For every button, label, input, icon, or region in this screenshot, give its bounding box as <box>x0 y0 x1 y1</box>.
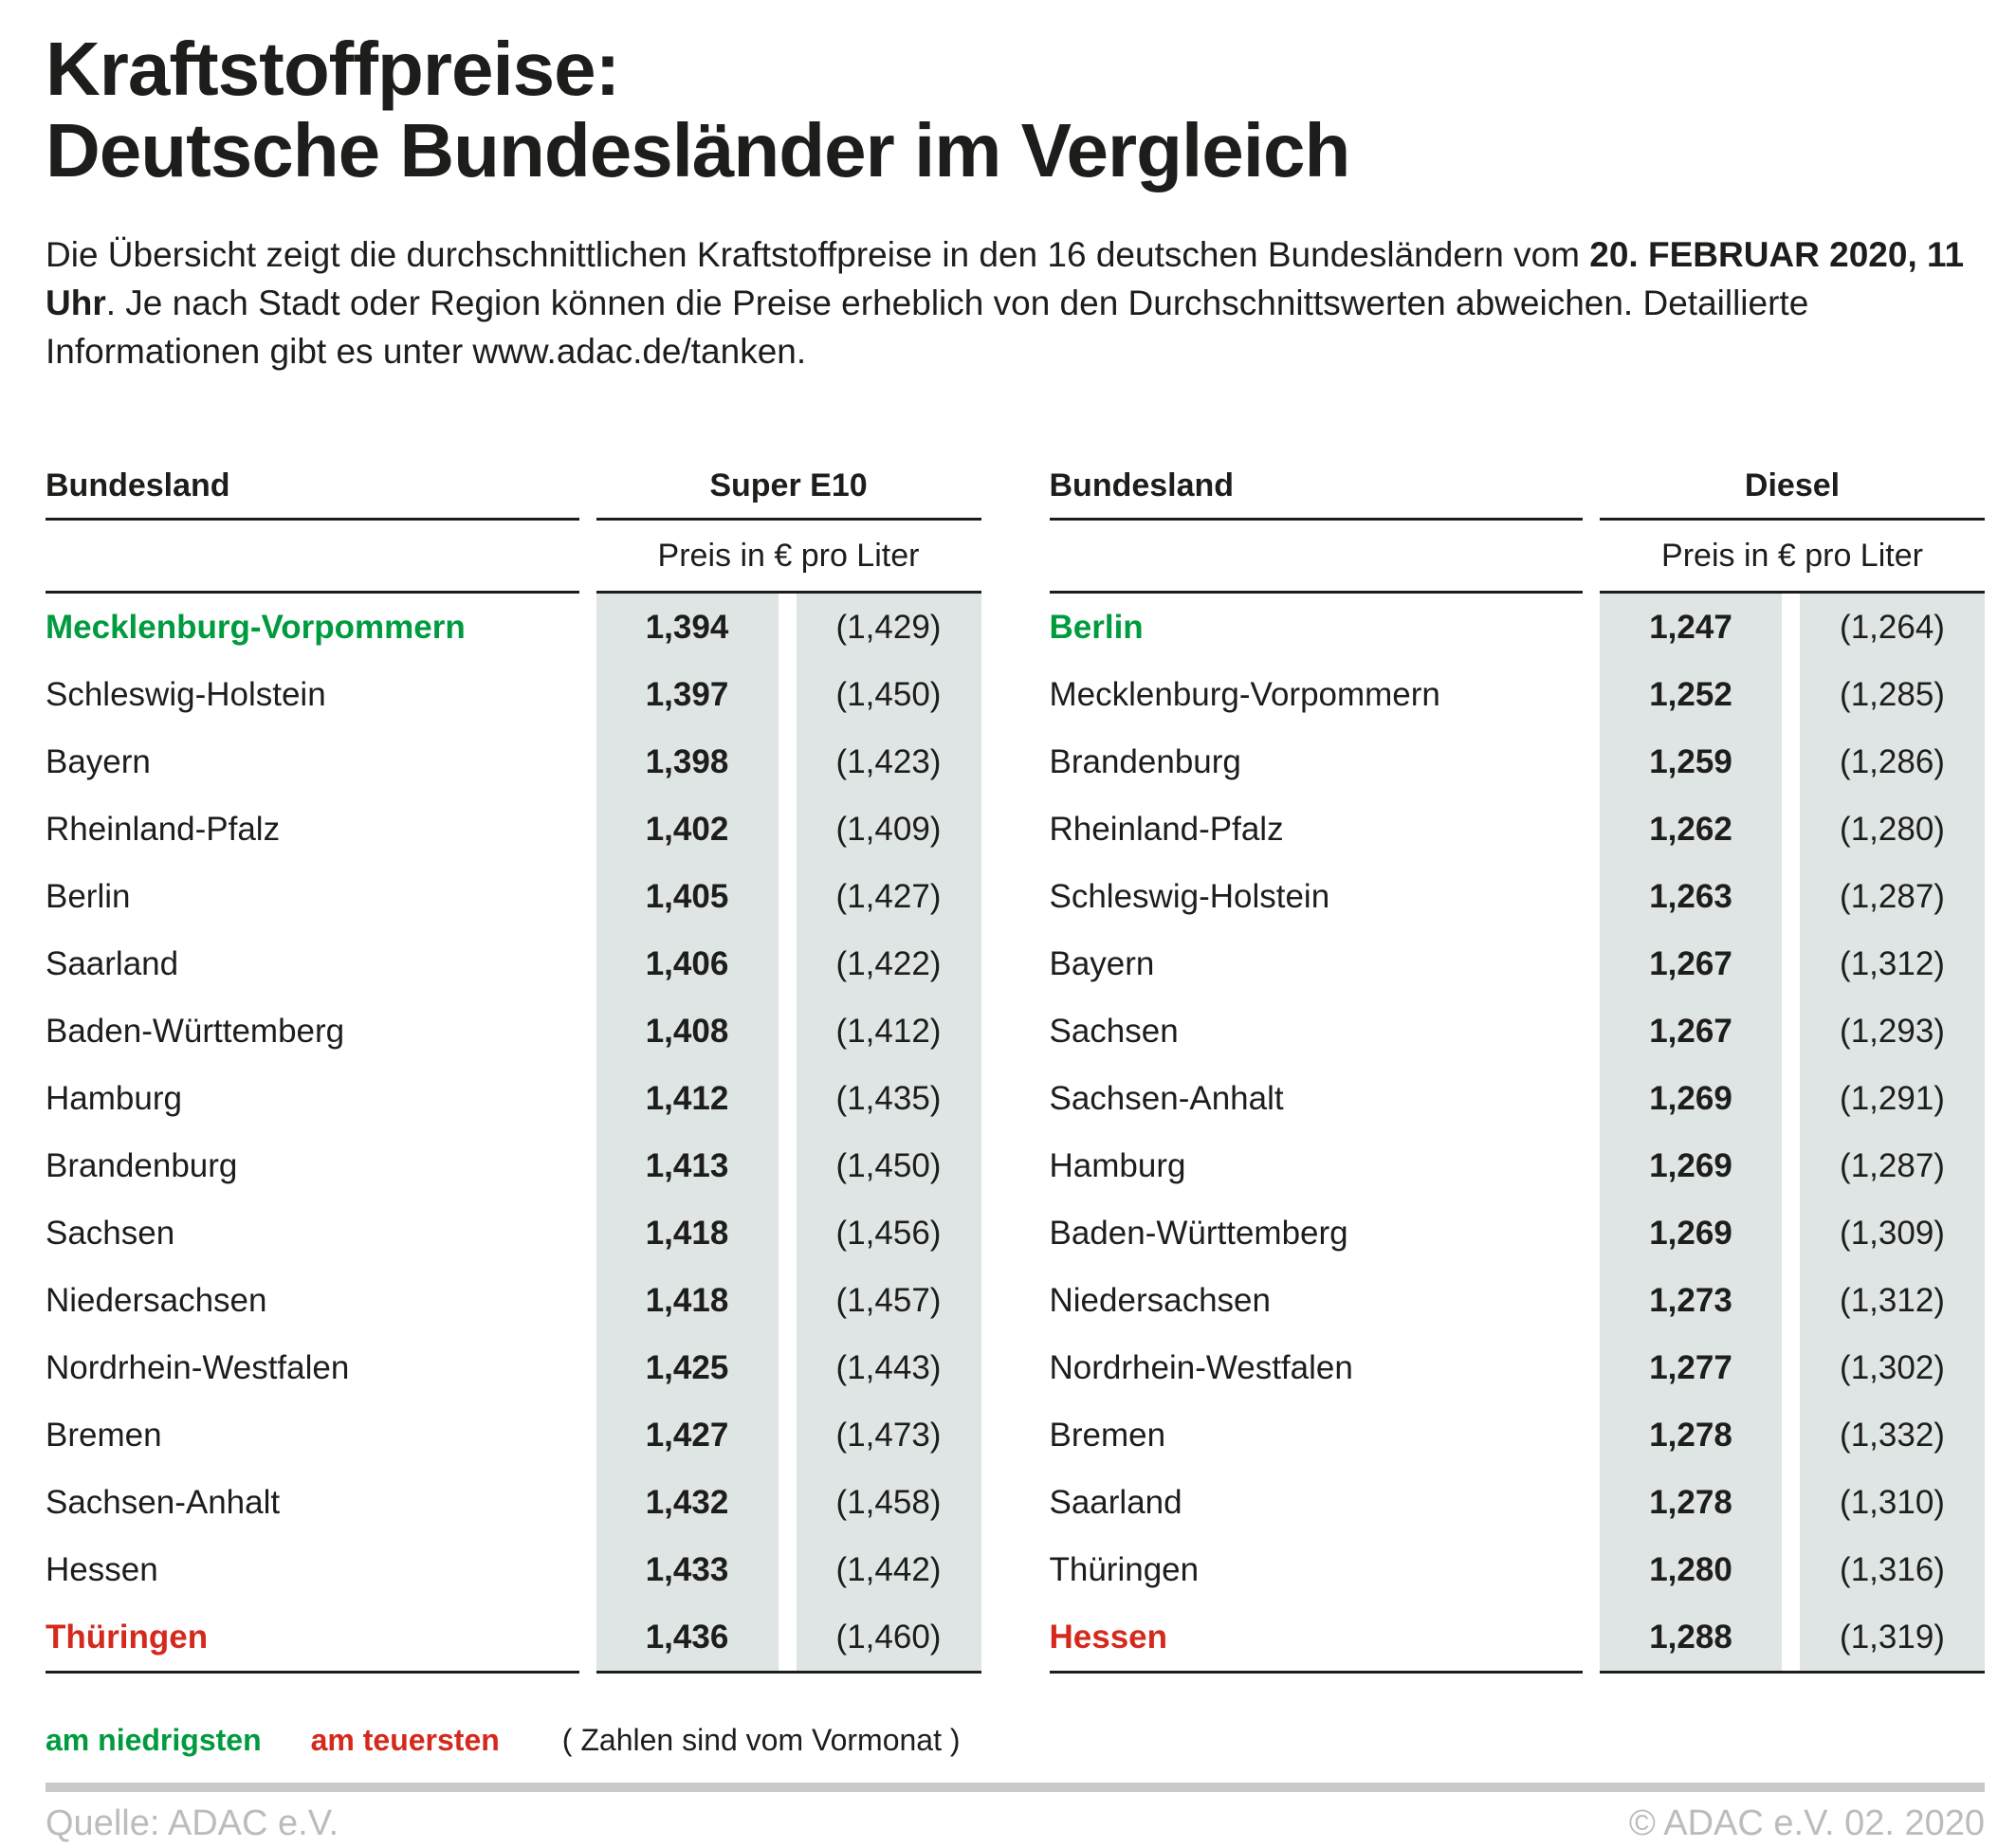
table-row <box>46 661 981 728</box>
table-row <box>46 1603 981 1671</box>
price-current: 1,288 <box>1649 1618 1732 1656</box>
price-previous-month: (1,264) <box>1840 608 1945 646</box>
state-name: Baden-Württemberg <box>46 1012 345 1050</box>
table-header-super-e10 <box>46 449 981 518</box>
legend-lowest: am niedrigsten <box>46 1723 262 1758</box>
price-previous-month: (1,280) <box>1840 810 1945 848</box>
price-previous-month: (1,293) <box>1840 1012 1945 1050</box>
price-previous-month: (1,291) <box>1840 1079 1945 1117</box>
price-previous-month: (1,427) <box>835 877 942 915</box>
price-current: 1,418 <box>645 1214 729 1252</box>
price-previous-month: (1,435) <box>835 1079 942 1117</box>
column-header-bundesland: Bundesland <box>46 467 230 504</box>
state-name: Nordrhein-Westfalen <box>1049 1348 1353 1386</box>
legend-highest: am teuersten <box>310 1723 500 1758</box>
state-name: Sachsen <box>46 1214 175 1252</box>
price-previous-month: (1,460) <box>835 1618 942 1656</box>
price-previous-month: (1,442) <box>835 1550 942 1588</box>
state-name: Niedersachsen <box>1049 1281 1271 1319</box>
state-name: Bayern <box>1049 944 1155 982</box>
price-previous-month: (1,429) <box>835 608 942 646</box>
state-name: Saarland <box>1049 1483 1182 1521</box>
copyright: © ADAC e.V. 02. 2020 <box>1628 1803 1985 1844</box>
price-current: 1,397 <box>645 675 729 713</box>
table-row <box>46 796 981 863</box>
state-name: Schleswig-Holstein <box>46 675 326 713</box>
table-row <box>46 1199 981 1267</box>
table-row <box>46 930 981 997</box>
price-current: 1,402 <box>645 810 729 848</box>
price-current: 1,394 <box>645 608 729 646</box>
table-row <box>46 1065 981 1132</box>
state-name: Baden-Württemberg <box>1049 1214 1348 1252</box>
price-current: 1,406 <box>645 944 729 982</box>
table-row <box>1050 661 1986 728</box>
price-current: 1,277 <box>1649 1348 1732 1386</box>
price-current: 1,269 <box>1649 1146 1732 1184</box>
intro-text <box>46 230 1980 375</box>
price-current: 1,418 <box>645 1281 729 1319</box>
price-previous-month: (1,473) <box>835 1416 942 1454</box>
price-previous-month: (1,412) <box>835 1012 942 1050</box>
table-row <box>1050 1267 1986 1334</box>
column-header-bundesland: Bundesland <box>1049 467 1235 504</box>
table-row <box>1050 863 1986 930</box>
price-current: 1,259 <box>1649 742 1732 780</box>
intro-date-bold: 20. FEBRUAR 2020, 11 Uhr <box>46 235 1965 323</box>
table-row <box>1050 1469 1986 1536</box>
price-current: 1,405 <box>645 877 729 915</box>
table-row <box>46 863 981 930</box>
source-credit: Quelle: ADAC e.V. <box>46 1803 339 1844</box>
table-row <box>1050 796 1986 863</box>
state-name: Rheinland-Pfalz <box>46 810 281 848</box>
table-row <box>1050 1199 1986 1267</box>
state-name: Niedersachsen <box>46 1281 267 1319</box>
state-name: Bremen <box>1049 1416 1166 1454</box>
price-previous-month: (1,286) <box>1840 742 1945 780</box>
table-row <box>46 1469 981 1536</box>
state-name: Bremen <box>46 1416 162 1454</box>
footer-divider-bar <box>46 1783 1985 1792</box>
header-rule <box>1050 518 1986 521</box>
state-name: Sachsen-Anhalt <box>46 1483 281 1521</box>
price-previous-month: (1,287) <box>1840 877 1945 915</box>
page-title <box>46 28 1985 191</box>
unit-label: Preis in € pro Liter <box>1661 537 1923 574</box>
price-current: 1,269 <box>1649 1214 1732 1252</box>
price-previous-month: (1,422) <box>835 944 942 982</box>
table-row <box>1050 1132 1986 1199</box>
price-current: 1,432 <box>645 1483 729 1521</box>
state-name: Berlin <box>46 877 131 915</box>
price-current: 1,252 <box>1649 675 1732 713</box>
price-previous-month: (1,309) <box>1840 1214 1945 1252</box>
table-diesel <box>1050 449 1986 1674</box>
state-name: Hessen <box>1049 1618 1168 1656</box>
unit-subheader-diesel <box>1050 521 1986 591</box>
state-name: Saarland <box>46 944 179 982</box>
state-name: Sachsen <box>1049 1012 1179 1050</box>
price-previous-month: (1,310) <box>1840 1483 1945 1521</box>
price-current: 1,273 <box>1649 1281 1732 1319</box>
state-name: Hamburg <box>46 1079 182 1117</box>
table-row <box>1050 997 1986 1065</box>
price-previous-month: (1,450) <box>835 1146 942 1184</box>
state-name: Thüringen <box>46 1618 209 1656</box>
table-header-diesel <box>1050 449 1986 518</box>
unit-label: Preis in € pro Liter <box>657 537 920 574</box>
price-previous-month: (1,457) <box>835 1281 942 1319</box>
price-current: 1,262 <box>1649 810 1732 848</box>
state-name: Hamburg <box>1049 1146 1186 1184</box>
state-name: Thüringen <box>1049 1550 1200 1588</box>
price-previous-month: (1,423) <box>835 742 942 780</box>
table-row <box>1050 930 1986 997</box>
table-row <box>46 1536 981 1603</box>
table-body-super-e10 <box>46 594 981 1671</box>
table-row <box>1050 1401 1986 1469</box>
table-row <box>1050 1536 1986 1603</box>
state-name: Sachsen-Anhalt <box>1049 1079 1284 1117</box>
table-row <box>46 1267 981 1334</box>
intro-part2: . Je nach Stadt oder Region können die Preise erheblich von den Durchschnittswerten abweichen. Detaillierte Informationen gibt es unter www.adac.de/tanken. <box>46 284 1809 372</box>
table-body-diesel <box>1050 594 1986 1671</box>
price-previous-month: (1,443) <box>835 1348 942 1386</box>
table-row <box>1050 594 1986 661</box>
table-row <box>46 1132 981 1199</box>
price-current: 1,425 <box>645 1348 729 1386</box>
bottom-rule <box>46 1671 981 1674</box>
price-previous-month: (1,319) <box>1840 1618 1945 1656</box>
table-super-e10 <box>46 449 981 1674</box>
table-row <box>1050 1065 1986 1132</box>
table-row <box>1050 1603 1986 1671</box>
price-previous-month: (1,287) <box>1840 1146 1945 1184</box>
page-title-line1: Kraftstoffpreise: <box>46 27 620 111</box>
state-name: Brandenburg <box>1049 742 1241 780</box>
column-header-diesel: Diesel <box>1744 467 1841 504</box>
table-row <box>46 728 981 796</box>
table-row <box>46 594 981 661</box>
state-name: Hessen <box>46 1550 158 1588</box>
price-current: 1,278 <box>1649 1483 1732 1521</box>
tables-container <box>46 449 1985 1674</box>
price-previous-month: (1,332) <box>1840 1416 1945 1454</box>
table-row <box>46 1334 981 1401</box>
column-header-super-e10: Super E10 <box>709 467 868 504</box>
unit-subheader-super-e10 <box>46 521 981 591</box>
price-current: 1,280 <box>1649 1550 1732 1588</box>
state-name: Berlin <box>1049 608 1144 646</box>
footer <box>46 1803 1985 1844</box>
price-previous-month: (1,458) <box>835 1483 942 1521</box>
legend <box>46 1723 1985 1758</box>
page-title-line2: Deutsche Bundesländer im Vergleich <box>46 107 1350 192</box>
price-current: 1,413 <box>645 1146 729 1184</box>
price-current: 1,412 <box>645 1079 729 1117</box>
state-name: Nordrhein-Westfalen <box>46 1348 350 1386</box>
price-current: 1,433 <box>645 1550 729 1588</box>
price-previous-month: (1,316) <box>1840 1550 1945 1588</box>
price-current: 1,278 <box>1649 1416 1732 1454</box>
price-current: 1,436 <box>645 1618 729 1656</box>
price-current: 1,427 <box>645 1416 729 1454</box>
price-current: 1,247 <box>1649 608 1732 646</box>
state-name: Schleswig-Holstein <box>1049 877 1330 915</box>
price-previous-month: (1,409) <box>835 810 942 848</box>
price-previous-month: (1,285) <box>1840 675 1945 713</box>
table-row <box>1050 1334 1986 1401</box>
header-rule <box>46 518 981 521</box>
state-name: Mecklenburg-Vorpommern <box>1049 675 1440 713</box>
price-current: 1,267 <box>1649 1012 1732 1050</box>
price-previous-month: (1,302) <box>1840 1348 1945 1386</box>
state-name: Bayern <box>46 742 151 780</box>
price-previous-month: (1,312) <box>1840 944 1945 982</box>
table-row <box>1050 728 1986 796</box>
table-row <box>46 997 981 1065</box>
price-current: 1,263 <box>1649 877 1732 915</box>
state-name: Rheinland-Pfalz <box>1049 810 1284 848</box>
price-current: 1,398 <box>645 742 729 780</box>
bottom-rule <box>1050 1671 1986 1674</box>
price-current: 1,269 <box>1649 1079 1732 1117</box>
legend-note: ( Zahlen sind vom Vormonat ) <box>561 1723 961 1758</box>
price-current: 1,267 <box>1649 944 1732 982</box>
state-name: Brandenburg <box>46 1146 238 1184</box>
price-current: 1,408 <box>645 1012 729 1050</box>
state-name: Mecklenburg-Vorpommern <box>46 608 466 646</box>
price-previous-month: (1,312) <box>1840 1281 1945 1319</box>
intro-part1: Die Übersicht zeigt die durchschnittlichen Kraftstoffpreise in den 16 deutschen Bundesländern vom <box>46 235 1590 275</box>
price-previous-month: (1,450) <box>835 675 942 713</box>
price-previous-month: (1,456) <box>835 1214 942 1252</box>
table-row <box>46 1401 981 1469</box>
